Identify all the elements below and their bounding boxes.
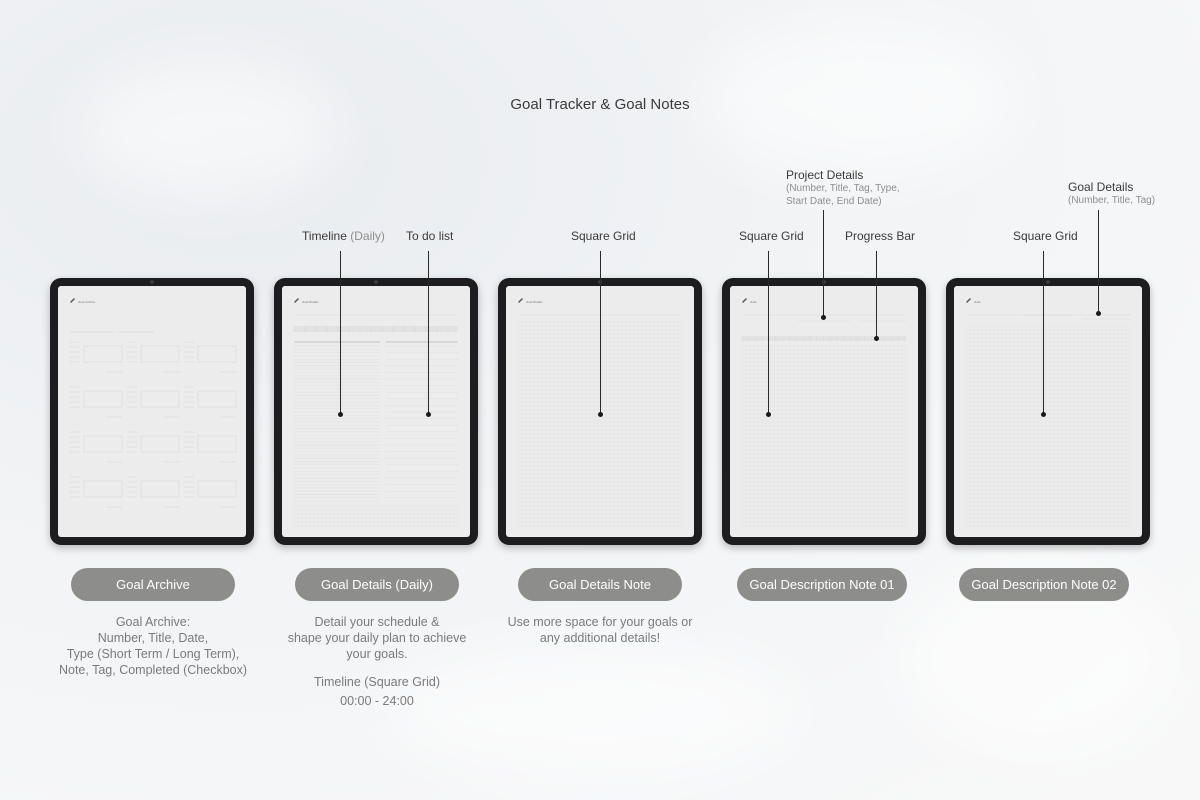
description-line: Use more space for your goals or <box>507 615 693 629</box>
template-button-goal-details-daily[interactable]: Goal Details (Daily) <box>295 568 459 601</box>
leader-dot <box>1041 412 1046 417</box>
screen-header: Goal Details <box>526 300 543 304</box>
background-cloud <box>80 60 340 200</box>
leader-line <box>876 251 877 338</box>
template-button-goal-details-note[interactable]: Goal Details Note <box>518 568 682 601</box>
screen-header: Goal Archive <box>78 300 96 304</box>
tablet-goal-archive <box>50 278 254 545</box>
callout-timeline-muted: (Daily) <box>350 229 385 243</box>
description-goal-details-note <box>490 614 710 646</box>
leader-dot <box>821 315 826 320</box>
callout-goal-details: Goal Details <box>1068 180 1134 194</box>
screen-goal-details-daily <box>282 286 470 537</box>
screen-header: Goal <box>750 300 757 304</box>
leader-dot <box>598 412 603 417</box>
callout-project-details-sub: Start Date, End Date) <box>786 196 882 207</box>
description-line: 00:00 - 24:00 <box>340 694 414 708</box>
description-line: Number, Title, Date, <box>97 631 209 645</box>
pencil-icon <box>518 298 523 303</box>
leader-line <box>340 251 341 414</box>
callout-todo-list: To do list <box>406 229 454 243</box>
description-line: Note, Tag, Completed (Checkbox) <box>58 663 248 677</box>
camera-icon <box>150 280 154 284</box>
pencil-icon <box>966 298 971 303</box>
callout-project-details-sub: (Number, Title, Tag, Type, <box>786 183 900 194</box>
template-button-goal-description-note-02[interactable]: Goal Description Note 02 <box>959 568 1129 601</box>
description-line: your goals. <box>346 647 408 661</box>
leader-dot <box>338 412 343 417</box>
leader-line <box>768 251 769 414</box>
callout-goal-details-sub: (Number, Title, Tag) <box>1068 195 1156 206</box>
callout-square-grid: Square Grid <box>571 229 636 243</box>
description-goal-details-daily <box>267 614 487 709</box>
goal-archive-layout <box>58 286 246 537</box>
callout-timeline-label: Timeline <box>302 229 347 243</box>
callout-square-grid: Square Grid <box>739 229 804 243</box>
description-line: shape your daily plan to achieve <box>287 631 467 645</box>
screen-goal-description-note-01 <box>730 286 918 537</box>
screen-header: Goal Details <box>302 300 319 304</box>
callout-progress-bar: Progress Bar <box>845 229 916 243</box>
goal-details-daily-layout <box>282 286 470 537</box>
leader-dot <box>426 412 431 417</box>
tablet-goal-details-daily <box>274 278 478 545</box>
leader-line <box>1043 251 1044 414</box>
leader-line <box>428 251 429 414</box>
leader-dot <box>1096 311 1101 316</box>
leader-line <box>1098 210 1099 313</box>
camera-icon <box>374 280 378 284</box>
pencil-icon <box>294 298 299 303</box>
template-button-goal-description-note-01[interactable]: Goal Description Note 01 <box>737 568 907 601</box>
description-line: any additional details! <box>539 631 661 645</box>
tablet-goal-description-note-02 <box>946 278 1150 545</box>
leader-dot <box>874 336 879 341</box>
leader-line <box>600 251 601 414</box>
callout-square-grid: Square Grid <box>1013 229 1078 243</box>
template-button-goal-archive[interactable]: Goal Archive <box>71 568 235 601</box>
callout-project-details: Project Details <box>786 168 864 182</box>
description-line: Detail your schedule & <box>314 615 440 629</box>
description-goal-archive <box>43 614 263 678</box>
goal-description-note-01-layout <box>730 286 918 537</box>
description-line: Goal Archive: <box>115 615 191 629</box>
screen-goal-archive <box>58 286 246 537</box>
screen-goal-description-note-02 <box>954 286 1142 537</box>
leader-line <box>823 210 824 317</box>
camera-icon <box>1046 280 1050 284</box>
page-title: Goal Tracker & Goal Notes <box>510 96 690 113</box>
description-line: Type (Short Term / Long Term), <box>66 647 240 661</box>
leader-dot <box>766 412 771 417</box>
description-line: Timeline (Square Grid) <box>314 675 440 689</box>
goal-description-note-02-layout <box>954 286 1142 537</box>
pencil-icon <box>742 298 747 303</box>
pencil-icon <box>70 298 75 303</box>
callout-timeline <box>302 229 385 243</box>
screen-header: Goal <box>974 300 981 304</box>
